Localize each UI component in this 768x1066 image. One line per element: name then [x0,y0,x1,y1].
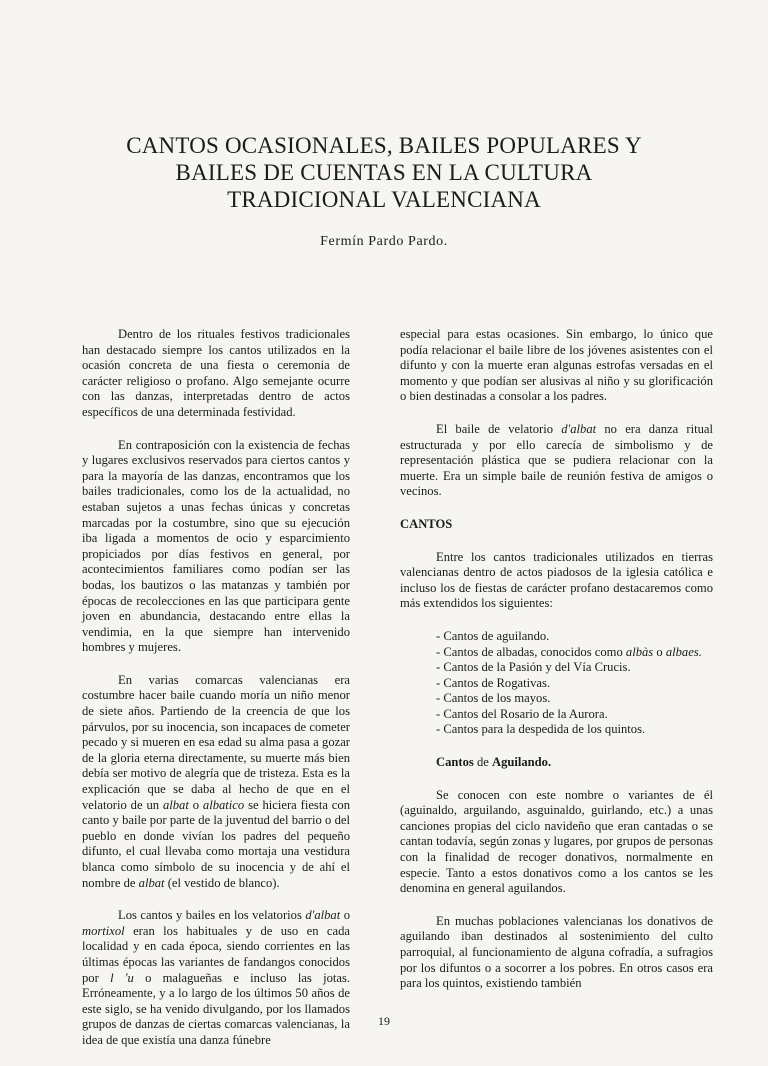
right-column [400,327,713,1009]
list-item: - Cantos del Rosario de la Aurora. [436,706,608,721]
author-name: Fermín Pardo Pardo. [320,234,448,249]
text-run: o malagueñas e incluso las jotas. Erróneamente, y a lo largo de los últimos 50 años de este siglo, se ha venido divulgando, por los llamados grupos de danzas de ciertas comarcas valencianas, la idea de que existía una danza fúnebre [82,970,351,1047]
text-run: o [653,644,666,659]
text-run: de [473,755,492,770]
section-heading: CANTOS [400,516,453,531]
paragraph: Entre los cantos tradicionales utilizados en tierras valencianas dentro de actos piadosos de la iglesia católica e incluso los de fiestas de carácter profano destacaremos como más extendidos los siguientes: [400,549,713,611]
list-item: - Cantos de la Pasión y del Vía Crucis. [436,660,631,675]
italic-term: d'albat [561,421,597,436]
paragraph: Dentro de los rituales festivos tradicionales han destacado siempre los cantos utilizados en la ocasión concreta de una fiesta o ceremonia de carácter religioso o profano. Algo semejante ocurre con las danzas, interpretadas dentro de actos específicos de una determinada festividad. [82,327,350,419]
text-run: (el vestido de blanco). [164,875,280,890]
paragraph: En contraposición con la existencia de fechas y lugares exclusivos reservados para ciertos cantos y para la mayoría de las danzas, encontramos que los bailes tradicionales, como los de la actualidad, no estaban sujetos a unas fechas únicas y concretas marcadas por la costumbre, sino que su ejecución iba ligada a momentos de ocio y esparcimiento propiciados por días festivos en general, por acontecimientos familiares como podían ser las bodas, los bautizos o las matanzas y también por épocas de recolecciones en las que participara gente joven en abundancia, destacando entre ellas la vendimia, en la que siempre han intervenido hombres y mujeres. [82,437,350,655]
page-number: 19 [378,1014,390,1028]
italic-term: l 'u [110,970,134,985]
text-run: Los cantos y bailes en los velatorios [118,908,306,923]
title-line: TRADICIONAL VALENCIANA [227,187,541,212]
text-run: Aguilando. [491,755,552,770]
italic-term: albatico [202,797,245,812]
list-item [436,645,713,661]
text-run: Cantos [436,755,474,770]
list-item: - Cantos de los mayos. [436,691,551,706]
paragraph [400,422,713,500]
italic-term: albàs [625,644,654,659]
cantos-list [436,629,713,738]
left-column [82,327,350,1066]
list-item: - Cantos para la despedida de los quintos. [436,722,646,737]
italic-term: mortixol [82,923,125,938]
text-run: no era danza ritual estructurada y por ello carecía de simbolismo y de representación plástica que se pudiera relacionar con la muerte. Era un simple baile de reunión festiva de amigos o vecinos. [400,421,713,499]
text-run: El baile de velatorio [436,421,562,436]
italic-term: albat [162,797,189,812]
text-run: o [188,797,203,812]
text-run: En varias comarcas valencianas era costumbre hacer baile cuando moría un niño menor de siete años. Partiendo de la creencia de que los párvulos, por su inocencia, son incapaces de cometer pecado y si mueren en esa edad su alma pasa a gozar de la gloria eterna directamente, su muerte más bien debía ser motivo de alegría que de tristeza. Esta es la explicación que se daba al hecho de que en el velatorio de un [82,672,350,812]
list-item: - Cantos de aguilando. [436,628,550,643]
text-run: - Cantos de albadas, conocidos como [436,644,626,659]
paragraph: En muchas poblaciones valencianas los donativos de aguilando iban destinados al sostenimiento del culto parroquial, al funcionamiento de alguna cofradía, a sufragios por los difuntos o a socorrer a los pobres. En otros casos era para los quintos, existiendo también [400,913,713,991]
title-line: BAILES DE CUENTAS EN LA CULTURA [175,160,593,185]
text-run: eran los habituales y de uso en cada localidad y en cada época, siendo corrientes en las últimas épocas las variantes de fandangos conocidos por [82,923,350,985]
italic-term: albaes. [665,644,702,659]
text-run: se hiciera fiesta con canto y baile por parte de la juventud del barrio o del pueblo en donde vivían los padres del pequeño difunto, el cual llevaba como mortaja una vestidura blanca como símbolo de su inocencia y de ahí el nombre de [82,797,350,890]
list-item: - Cantos de Rogativas. [436,675,551,690]
text-run: o [340,908,350,923]
article-title [60,132,708,213]
paragraph [82,673,350,891]
italic-term: albat [138,875,165,890]
italic-term: d'albat [305,908,341,923]
title-line: CANTOS OCASIONALES, BAILES POPULARES Y [126,133,642,158]
paragraph: Se conocen con este nombre o variantes de él (aguinaldo, arguilando, asguinaldo, guirlando, etc.) a unas canciones propias del ciclo navideño que eran cantadas o se cantan todavía, según zonas y lugares, por grupos de personas con la finalidad de recoger donativos, normalmente en especie. Tanto a estos donativos como a los cantos se les denomina en general aguilandos. [400,787,713,896]
subsection-heading [400,755,713,771]
paragraph: especial para estas ocasiones. Sin embargo, lo único que podía relacionar el baile libre de los jóvenes asistentes con el difunto y con la muerte eran algunas estrofas versadas en el momento y que podían ser alusivas al niño y su glorificación o bien destinadas a consolar a los padres. [400,327,713,404]
